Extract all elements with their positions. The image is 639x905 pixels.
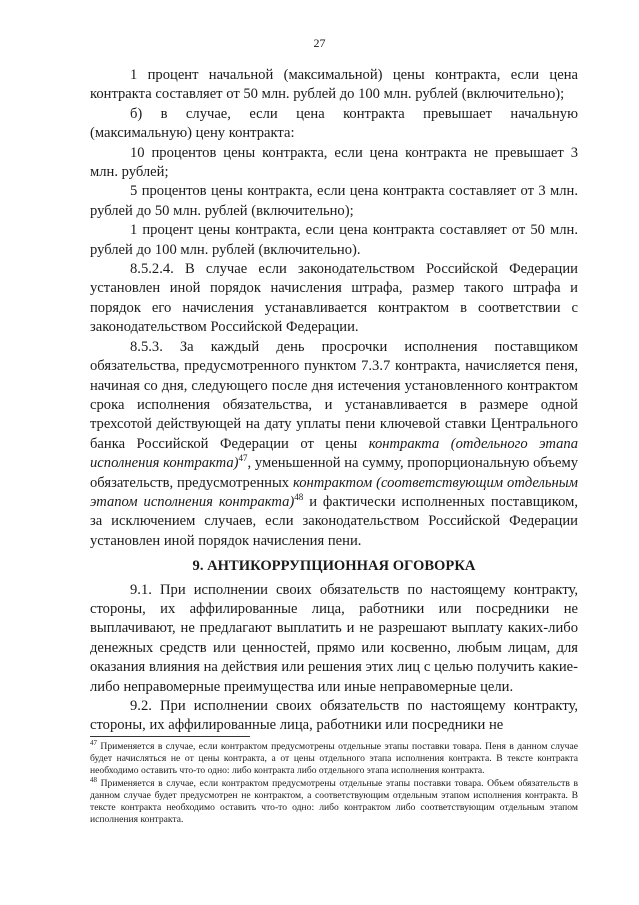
footnote-mark: 47 xyxy=(90,738,97,747)
paragraph: 10 процентов цены контракта, если цена контракта не превышает 3 млн. рублей; xyxy=(90,144,578,181)
paragraph-8-5-3 xyxy=(90,338,578,551)
paragraph-8-5-2-4: 8.5.2.4. В случае если законодательством Российской Федерации установлен иной порядок начисления штрафа, размер такого штрафа и порядок его начисления устанавливается контрактом в соответствии с законодательством Российской Федерации. xyxy=(90,261,578,336)
paragraph: 1 процент цены контракта, если цена контракта составляет от 50 млн. рублей до 100 млн. рублей (включительно). xyxy=(90,222,578,258)
footnote-text: Применяется в случае, если контрактом предусмотрены отдельные этапы поставки товара. Объем обязательств в данном случае будет предусмотрен не контрактом, а соответствующим отдельным этапом исполнения контракта. В тексте контракта необходимо оставить что-то одно: либо контрактом либо соответствующим отдельным этапом исполнения контракта. xyxy=(90,777,578,826)
footnote-mark: 48 xyxy=(90,775,97,784)
paragraph-9-2: 9.2. При исполнении своих обязательств по настоящему контракту, стороны, их аффилированные лица, работники или посредники не xyxy=(90,698,578,734)
footnote-text: Применяется в случае, если контрактом предусмотрены отдельные этапы поставки товара. Пеня в данном случае будет начисляться не от цены контракта, а от цены отдельного этапа исполнения контракта. В тексте контракта необходимо оставить что-то одно: либо контракта либо отдельного этапа исполнения контракта. xyxy=(90,741,578,777)
page-number: 27 xyxy=(313,36,326,50)
footnote-ref: 47 xyxy=(238,453,248,464)
section-heading: 9. АНТИКОРРУПЦИОННАЯ ОГОВОРКА xyxy=(192,558,476,575)
paragraph-9-1: 9.1. При исполнении своих обязательств по настоящему контракту, стороны, их аффилированные лица, работники или посредники не выплачивают, не предлагают выплатить и не разрешают выплату каких-либо денежных средств или ценностей, прямо или косвенно, любым лицам, для оказания влияния на действия или решения этих лиц с целью получить какие-либо неправомерные преимущества или иные неправомерные цели. xyxy=(90,581,578,695)
italic-text: контракта (отдельного этапа исполнения контракта) xyxy=(90,435,579,472)
italic-text: контрактом (соответствующим отдельным этапом исполнения контракта) xyxy=(90,474,578,510)
paragraph-text: , уменьшенной на сумму, пропорциональную объему обязательств, предусмотренных xyxy=(90,455,578,491)
paragraph: 5 процентов цены контракта, если цена контракта составляет от 3 млн. рублей до 50 млн. рублей (включительно); xyxy=(90,183,578,219)
document-body xyxy=(90,66,578,736)
footnote-ref: 48 xyxy=(294,492,304,503)
footnote xyxy=(90,775,578,827)
paragraph-text: и фактически исполненных поставщиком, за исключением случаев, если законодательством Российской Федерации установлен иной порядок начисления пени. xyxy=(90,493,578,549)
footnote xyxy=(90,738,578,778)
footnotes xyxy=(90,736,578,826)
paragraph: 1 процент начальной (максимальной) цены контракта, если цена контракта составляет от 50 млн. рублей до 100 млн. рублей (включительно); xyxy=(90,67,578,103)
footnote-divider xyxy=(90,736,250,737)
paragraph: б) в случае, если цена контракта превышает начальную (максимальную) цену контракта: xyxy=(90,105,578,142)
paragraph-text: 8.5.3. За каждый день просрочки исполнения поставщиком обязательства, предусмотренного пунктом 7.3.7 контракта, начисляется пеня, начиная со дня, следующего после дня истечения установленного контрактом срока исполнения обязательства, и устанавливается в размере одной трехсотой действующей на дату уплаты пени ключевой ставки Центрального банка Российской Федерации от цены xyxy=(90,338,578,452)
